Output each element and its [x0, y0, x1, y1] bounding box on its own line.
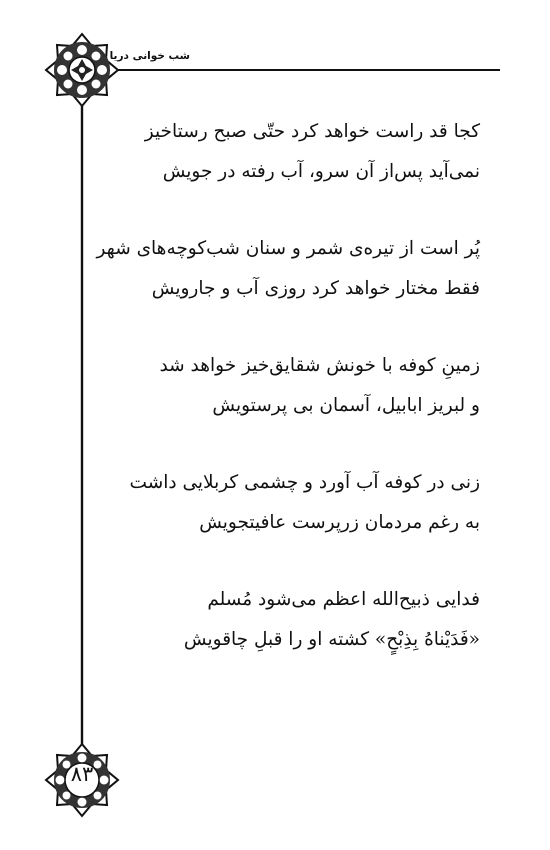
running-header-title: شب خوانی دریا — [109, 50, 190, 62]
verse-line: نمی‌آید پس‌از آن سرو، آب رفته در جویش — [162, 161, 480, 182]
stanza — [118, 463, 480, 543]
verse-line: فدایی ذبیح‌الله اعظم می‌شود مُسلم — [207, 589, 480, 610]
verse-line: کجا قد راست خواهد کرد حتّی صبح رستاخیز — [144, 121, 480, 142]
stanza — [118, 580, 480, 660]
verse-line: «فَدَیْناهُ بِذِبْحٍ» کشته او را قبلِ چاقویش — [183, 629, 480, 650]
stanza — [118, 346, 480, 426]
poem — [96, 112, 480, 697]
verse-line: فقط مختار خواهد کرد روزی آب و جارویش — [151, 278, 480, 299]
rosette-ornament-top — [46, 34, 118, 106]
stanza — [96, 229, 480, 309]
verse-line: زنی در کوفه آب آورد و چشمی کربلایی داشت — [129, 472, 480, 493]
stanza — [118, 112, 480, 192]
verse-line: به رغم مردمان زرپرست عافیتجویش — [199, 512, 480, 533]
verse-line: زمینِ کوفه با خونش شقایق‌خیز خواهد شد — [159, 355, 480, 376]
verse-line: پُر است از تیره‌ی شمر و سنان شب‌کوچه‌های شهر — [96, 238, 480, 259]
verse-line: و لبریز ابابیل، آسمان بی پرستویش — [212, 395, 480, 416]
page-number: ۸۳ — [70, 762, 94, 786]
